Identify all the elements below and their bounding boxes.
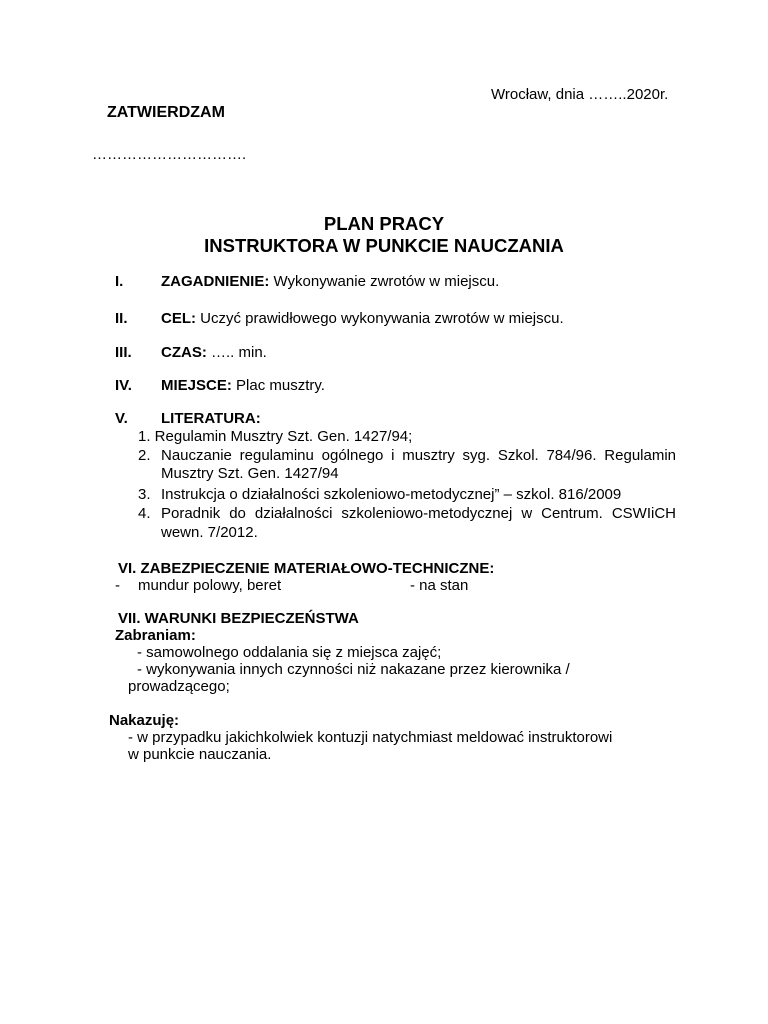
section-2 <box>161 310 564 327</box>
literature-item-2-number: 2. <box>138 447 151 464</box>
literature-item-4 <box>138 505 676 522</box>
forbid-item-2: - wykonywania innych czynności niż nakazane przez kierownika / <box>137 661 570 678</box>
section-7-heading: VII. WARUNKI BEZPIECZEŃSTWA <box>118 610 359 627</box>
section-4 <box>161 377 325 394</box>
section-1-label: ZAGADNIENIE: <box>161 273 270 290</box>
section-6-heading: VI. ZABEZPIECZENIE MATERIAŁOWO-TECHNICZNE: <box>118 560 495 577</box>
literature-item-3 <box>138 486 621 503</box>
forbid-item-2-cont: prowadzącego; <box>128 678 230 695</box>
order-item-1: - w przypadku jakichkolwiek kontuzji natychmiast meldować instruktorowi <box>128 729 613 746</box>
literature-item-4-number: 4. <box>138 505 151 522</box>
place-date: Wrocław, dnia ……..2020r. <box>491 86 669 103</box>
section-3-numeral: III. <box>115 344 132 361</box>
forbid-item-1: - samowolnego oddalania się z miejsca zajęć; <box>137 644 442 661</box>
section-2-label: CEL: <box>161 310 196 327</box>
section-5-label: LITERATURA: <box>161 410 261 427</box>
section-4-label: MIEJSCE: <box>161 377 232 394</box>
page-subtitle: INSTRUKTORA W PUNKCIE NAUCZANIA <box>204 235 564 256</box>
section-1-text: Wykonywanie zwrotów w miejscu. <box>269 273 500 290</box>
order-label: Nakazuję: <box>109 712 180 729</box>
literature-item-4-line2: wewn. 7/2012. <box>161 524 258 541</box>
section-2-text: Uczyć prawidłowego wykonywania zwrotów w miejscu. <box>196 310 564 327</box>
section-3 <box>161 344 267 361</box>
section-3-label: CZAS: <box>161 344 207 361</box>
section-4-text: Plac musztry. <box>231 377 325 394</box>
section-4-numeral: IV. <box>115 377 132 394</box>
literature-item-2 <box>138 447 676 464</box>
order-item-1-cont: w punkcie nauczania. <box>128 746 272 763</box>
section-2-numeral: II. <box>115 310 128 327</box>
literature-item-2-line2: Musztry Szt. Gen. 1427/94 <box>161 465 339 482</box>
section-1 <box>161 273 499 290</box>
literature-item-3-number: 3. <box>138 486 151 503</box>
section-6-dash: - <box>115 577 120 594</box>
page-title: PLAN PRACY <box>323 213 445 234</box>
signature-line: …………………………. <box>92 146 247 163</box>
section-5-numeral: V. <box>115 410 128 427</box>
section-6-note: - na stan <box>410 577 469 594</box>
literature-item-4-line1: Poradnik do działalności szkoleniowo-metodycznej w Centrum. CSWIiCH <box>161 505 676 522</box>
section-6-item: mundur polowy, beret <box>138 577 282 594</box>
literature-item-2-line1: Nauczanie regulaminu ogólnego i musztry syg. Szkol. 784/96. Regulamin <box>161 447 676 464</box>
approve-label: ZATWIERDZAM <box>107 104 225 121</box>
section-1-numeral: I. <box>115 273 124 290</box>
literature-item-1: 1. Regulamin Musztry Szt. Gen. 1427/94; <box>138 428 413 445</box>
literature-item-3-text: Instrukcja o działalności szkoleniowo-metodycznej” – szkol. 816/2009 <box>161 486 622 503</box>
section-3-text: ….. min. <box>206 344 267 361</box>
forbid-label: Zabraniam: <box>115 627 196 644</box>
